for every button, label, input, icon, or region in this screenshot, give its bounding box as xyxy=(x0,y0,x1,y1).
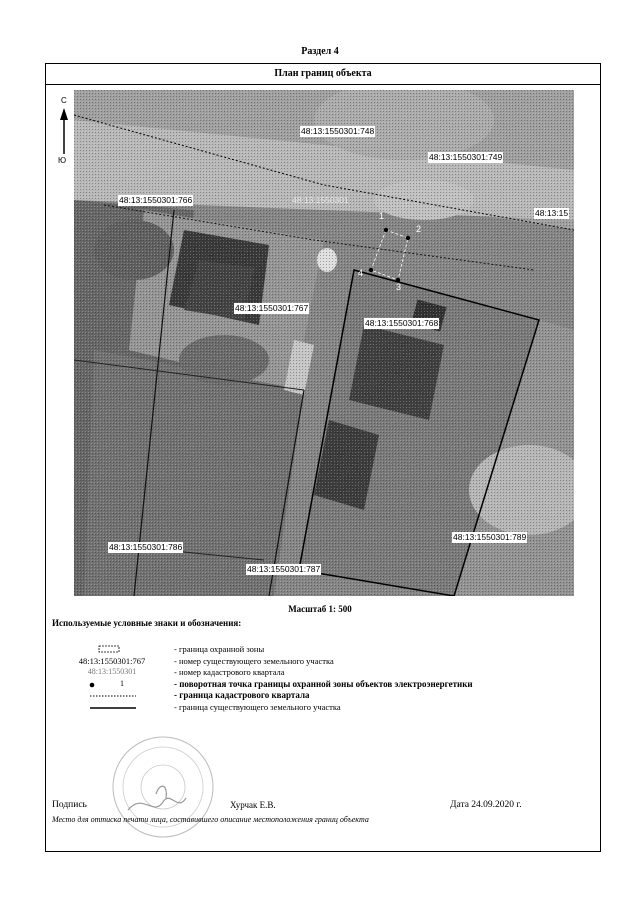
turning-point-4 xyxy=(369,268,373,272)
signature-name: Хурчак Е.В. xyxy=(230,800,276,810)
map-scale: Масштаб 1: 500 xyxy=(288,604,352,614)
parcel-label-787: 48:13:1550301:787 xyxy=(247,564,321,574)
legend-item: 1 - поворотная точка границы охранной зоны объектов электроэнергетики xyxy=(52,679,592,691)
legend-item: - граница кадастрового квартала xyxy=(52,690,592,702)
map-svg xyxy=(74,90,574,596)
parcel-label-749: 48:13:1550301:749 xyxy=(429,152,503,162)
section-title: Раздел 4 xyxy=(301,46,339,57)
aerial-map xyxy=(74,90,574,596)
arrow-icon xyxy=(54,106,76,176)
parcel-number-symbol: 48:13:1550301:767 xyxy=(78,655,146,666)
parcel-label-767: 48:13:1550301:767 xyxy=(235,303,309,313)
legend-item: - граница существующего земельного участка xyxy=(52,702,592,714)
signature-label: Подпись xyxy=(52,800,87,810)
point-label-1: 1 xyxy=(379,211,385,221)
parcel-label-768: 48:13:1550301:768 xyxy=(365,318,439,328)
turning-point-1 xyxy=(384,228,388,232)
parcel-label-789: 48:13:1550301:789 xyxy=(453,532,527,542)
north-label: С xyxy=(61,96,67,105)
legend-item: 48:13:1550301:767 - номер существующего земельного участка xyxy=(52,656,592,668)
parcel-label-766: 48:13:1550301:766 xyxy=(119,195,193,205)
parcel-boundary-symbol xyxy=(52,702,172,713)
south-label: Ю xyxy=(58,156,67,165)
turning-point-symbol: 1 xyxy=(52,679,172,690)
stamp-seal xyxy=(108,732,218,842)
parcel-label-cut: 48:13:15 xyxy=(535,208,569,218)
signature-date: Дата 24.09.2020 г. xyxy=(450,800,522,810)
quarter-number-symbol: 48:13:1550301 xyxy=(87,667,137,676)
north-arrow xyxy=(50,96,72,176)
zone-boundary-symbol xyxy=(52,644,172,655)
legend-title: Используемые условные знаки и обозначения: xyxy=(52,618,242,628)
signature-row xyxy=(52,800,592,814)
quarter-boundary-symbol xyxy=(52,690,172,701)
point-label-3: 3 xyxy=(396,282,402,292)
legend-item: 48:13:1550301 - номер кадастрового квартала xyxy=(52,667,592,679)
point-label-2: 2 xyxy=(416,224,422,234)
turning-point-2 xyxy=(406,236,410,240)
legend-item: - граница охранной зоны xyxy=(52,644,592,656)
plan-title: План границ объекта xyxy=(46,64,600,85)
parcel-label-748: 48:13:1550301:748 xyxy=(301,126,375,136)
stamp-note: Место для оттиска печати лица, составившего описание местоположения границ объекта xyxy=(52,815,369,824)
quarter-label: 48:13:1550301 xyxy=(292,195,349,205)
parcel-label-786: 48:13:1550301:786 xyxy=(109,542,183,552)
legend xyxy=(52,644,592,713)
point-label-4: 4 xyxy=(358,268,364,278)
